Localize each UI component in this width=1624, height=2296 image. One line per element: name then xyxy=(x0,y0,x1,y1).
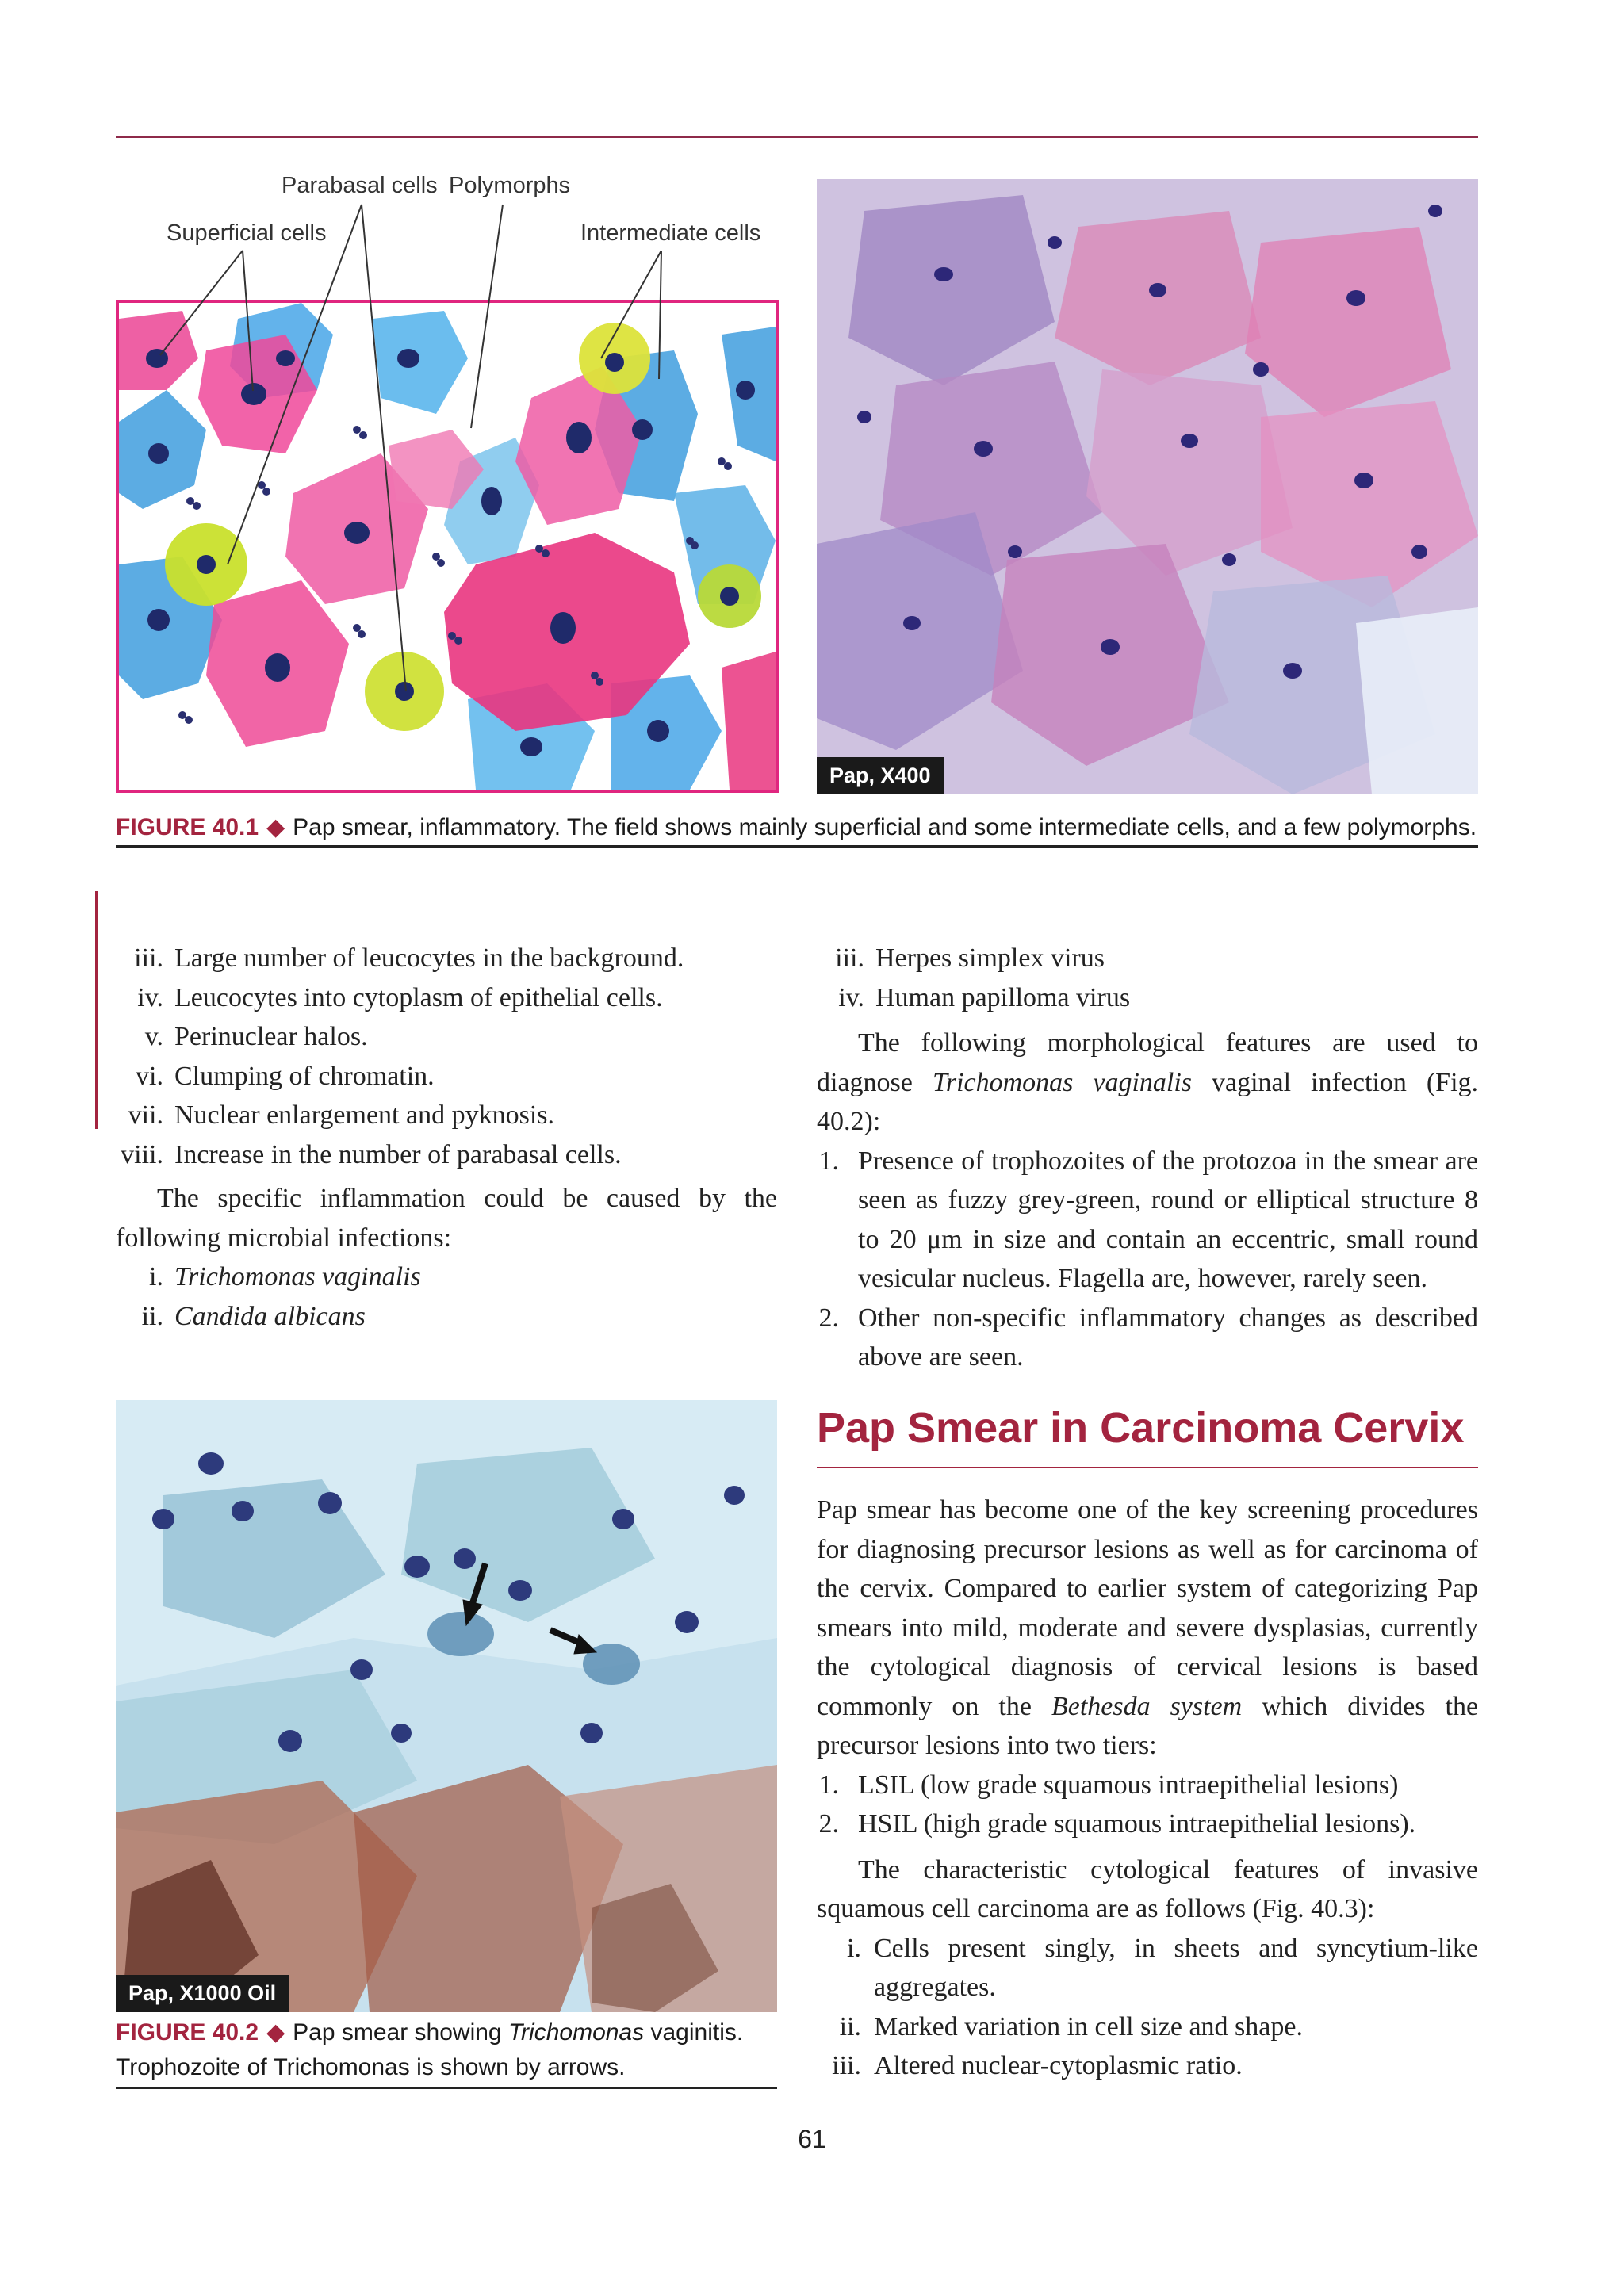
label-intermediate-cells: Intermediate cells xyxy=(580,220,761,246)
micrograph-40-2-image xyxy=(116,1400,777,2012)
page-number: 61 xyxy=(798,2125,826,2153)
micrograph-40-1-magnification: Pap, X400 xyxy=(817,757,944,794)
micrograph-40-1-image xyxy=(817,179,1478,794)
diamond-icon: ◆ xyxy=(266,2019,285,2045)
figure-40-2-caption-rule xyxy=(116,2087,777,2089)
cell-illustration xyxy=(116,300,779,793)
list-item: iii. Herpes simplex virus xyxy=(835,943,1105,973)
micrograph-40-2-magnification: Pap, X1000 Oil xyxy=(116,1975,289,2012)
figure-40-2-micrograph xyxy=(116,1400,777,2012)
figure-40-1-diagram xyxy=(116,173,782,796)
list-inflammatory-changes xyxy=(116,939,777,1174)
list-item: 2. Other non-specific inflammatory changes as described above are seen. xyxy=(818,1303,1478,1372)
list-item: iv. Human papilloma virus xyxy=(838,982,1131,1012)
list-item: i. Cells present singly, in sheets and syncytium-like aggregates. xyxy=(847,1933,1478,2002)
list-item: viii. Increase in the number of parabasal cells. xyxy=(121,1139,622,1169)
section-body xyxy=(817,1490,1478,2086)
paragraph-bethesda: Pap smear has become one of the key screening procedures for diagnosing precursor lesions as well as for carcinoma of the cervix. Compared to earlier system of categorizing Pap smears into mild, moderate and severe dysplasias, currently the cytological diagnosis of cervical lesions is based commonly on the Bethesda system which divides the precursor lesions into two tiers: xyxy=(817,1495,1479,1760)
section-heading: Pap Smear in Carcinoma Cervix xyxy=(817,1404,1465,1452)
list-item: 1. LSIL (low grade squamous intraepithelial lesions) xyxy=(818,1770,1399,1800)
figure-40-1-micrograph xyxy=(817,179,1478,794)
list-item: iii. Altered nuclear-cytoplasmic ratio. xyxy=(832,2051,1243,2080)
list-item: ii. Candida albicans xyxy=(141,1301,366,1331)
right-column xyxy=(817,939,1478,1377)
cell-illustration-drawing xyxy=(119,303,776,790)
list-viral-infections xyxy=(817,939,1478,1017)
figure-40-1-caption xyxy=(116,810,1478,845)
list-carcinoma-features xyxy=(817,1929,1478,2086)
list-item: 1. Presence of trophozoites of the protozoa in the smear are seen as fuzzy grey-green, round or elliptical structure 8 to 20 μm in size and contain an eccentric, small round vesicular nucleus. Flagella are, however, rarely seen. xyxy=(818,1146,1478,1293)
paragraph-specific-inflammation: The specific inflammation could be caused by the following microbial infections: xyxy=(116,1184,777,1253)
list-item: iv. Leucocytes into cytoplasm of epithelial cells. xyxy=(137,982,663,1012)
diamond-icon: ◆ xyxy=(266,814,285,840)
figure-40-1-caption-text: Pap smear, inflammatory. The field shows mainly superficial and some intermediate cells, and a few polymorphs. xyxy=(293,814,1477,840)
list-item: i. Trichomonas vaginalis xyxy=(149,1262,421,1292)
left-column xyxy=(116,939,777,1336)
list-lesion-tiers xyxy=(817,1766,1478,1844)
header-rule xyxy=(116,136,1478,138)
figure-40-2-caption: FIGURE 40.2 ◆ Pap smear showing Trichomonas vaginitis. Trophozoite of Trichomonas is shown by arrows. xyxy=(116,2019,744,2080)
figure-40-2-number: FIGURE 40.2 xyxy=(116,2019,259,2045)
list-trichomonas-features xyxy=(817,1142,1478,1377)
label-parabasal-cells: Parabasal cells xyxy=(282,173,438,198)
list-item: vi. Clumping of chromatin. xyxy=(136,1061,435,1091)
section-heading-rule xyxy=(817,1467,1478,1468)
list-item: iii. Large number of leucocytes in the background. xyxy=(134,943,684,973)
list-item: ii. Marked variation in cell size and shape. xyxy=(839,2011,1303,2042)
paragraph-carcinoma-features: The characteristic cytological features of invasive squamous cell carcinoma are as follows (Fig. 40.3): xyxy=(817,1854,1478,1923)
list-item: 2. HSIL (high grade squamous intraepithelial lesions). xyxy=(818,1809,1416,1839)
list-microbial-infections xyxy=(116,1257,777,1336)
paragraph-trichomonas-features: The following morphological features are used to diagnose Trichomonas vaginalis vaginal infection (Fig. 40.2): xyxy=(817,1028,1479,1136)
margin-bar xyxy=(95,891,98,1129)
figure-40-1-number: FIGURE 40.1 xyxy=(116,814,259,840)
label-polymorphs: Polymorphs xyxy=(449,173,571,198)
list-item: v. Perinuclear halos. xyxy=(144,1022,368,1051)
list-item: vii. Nuclear enlargement and pyknosis. xyxy=(128,1100,555,1130)
label-superficial-cells: Superficial cells xyxy=(167,220,327,246)
figure-40-1-caption-rule xyxy=(116,845,1478,848)
